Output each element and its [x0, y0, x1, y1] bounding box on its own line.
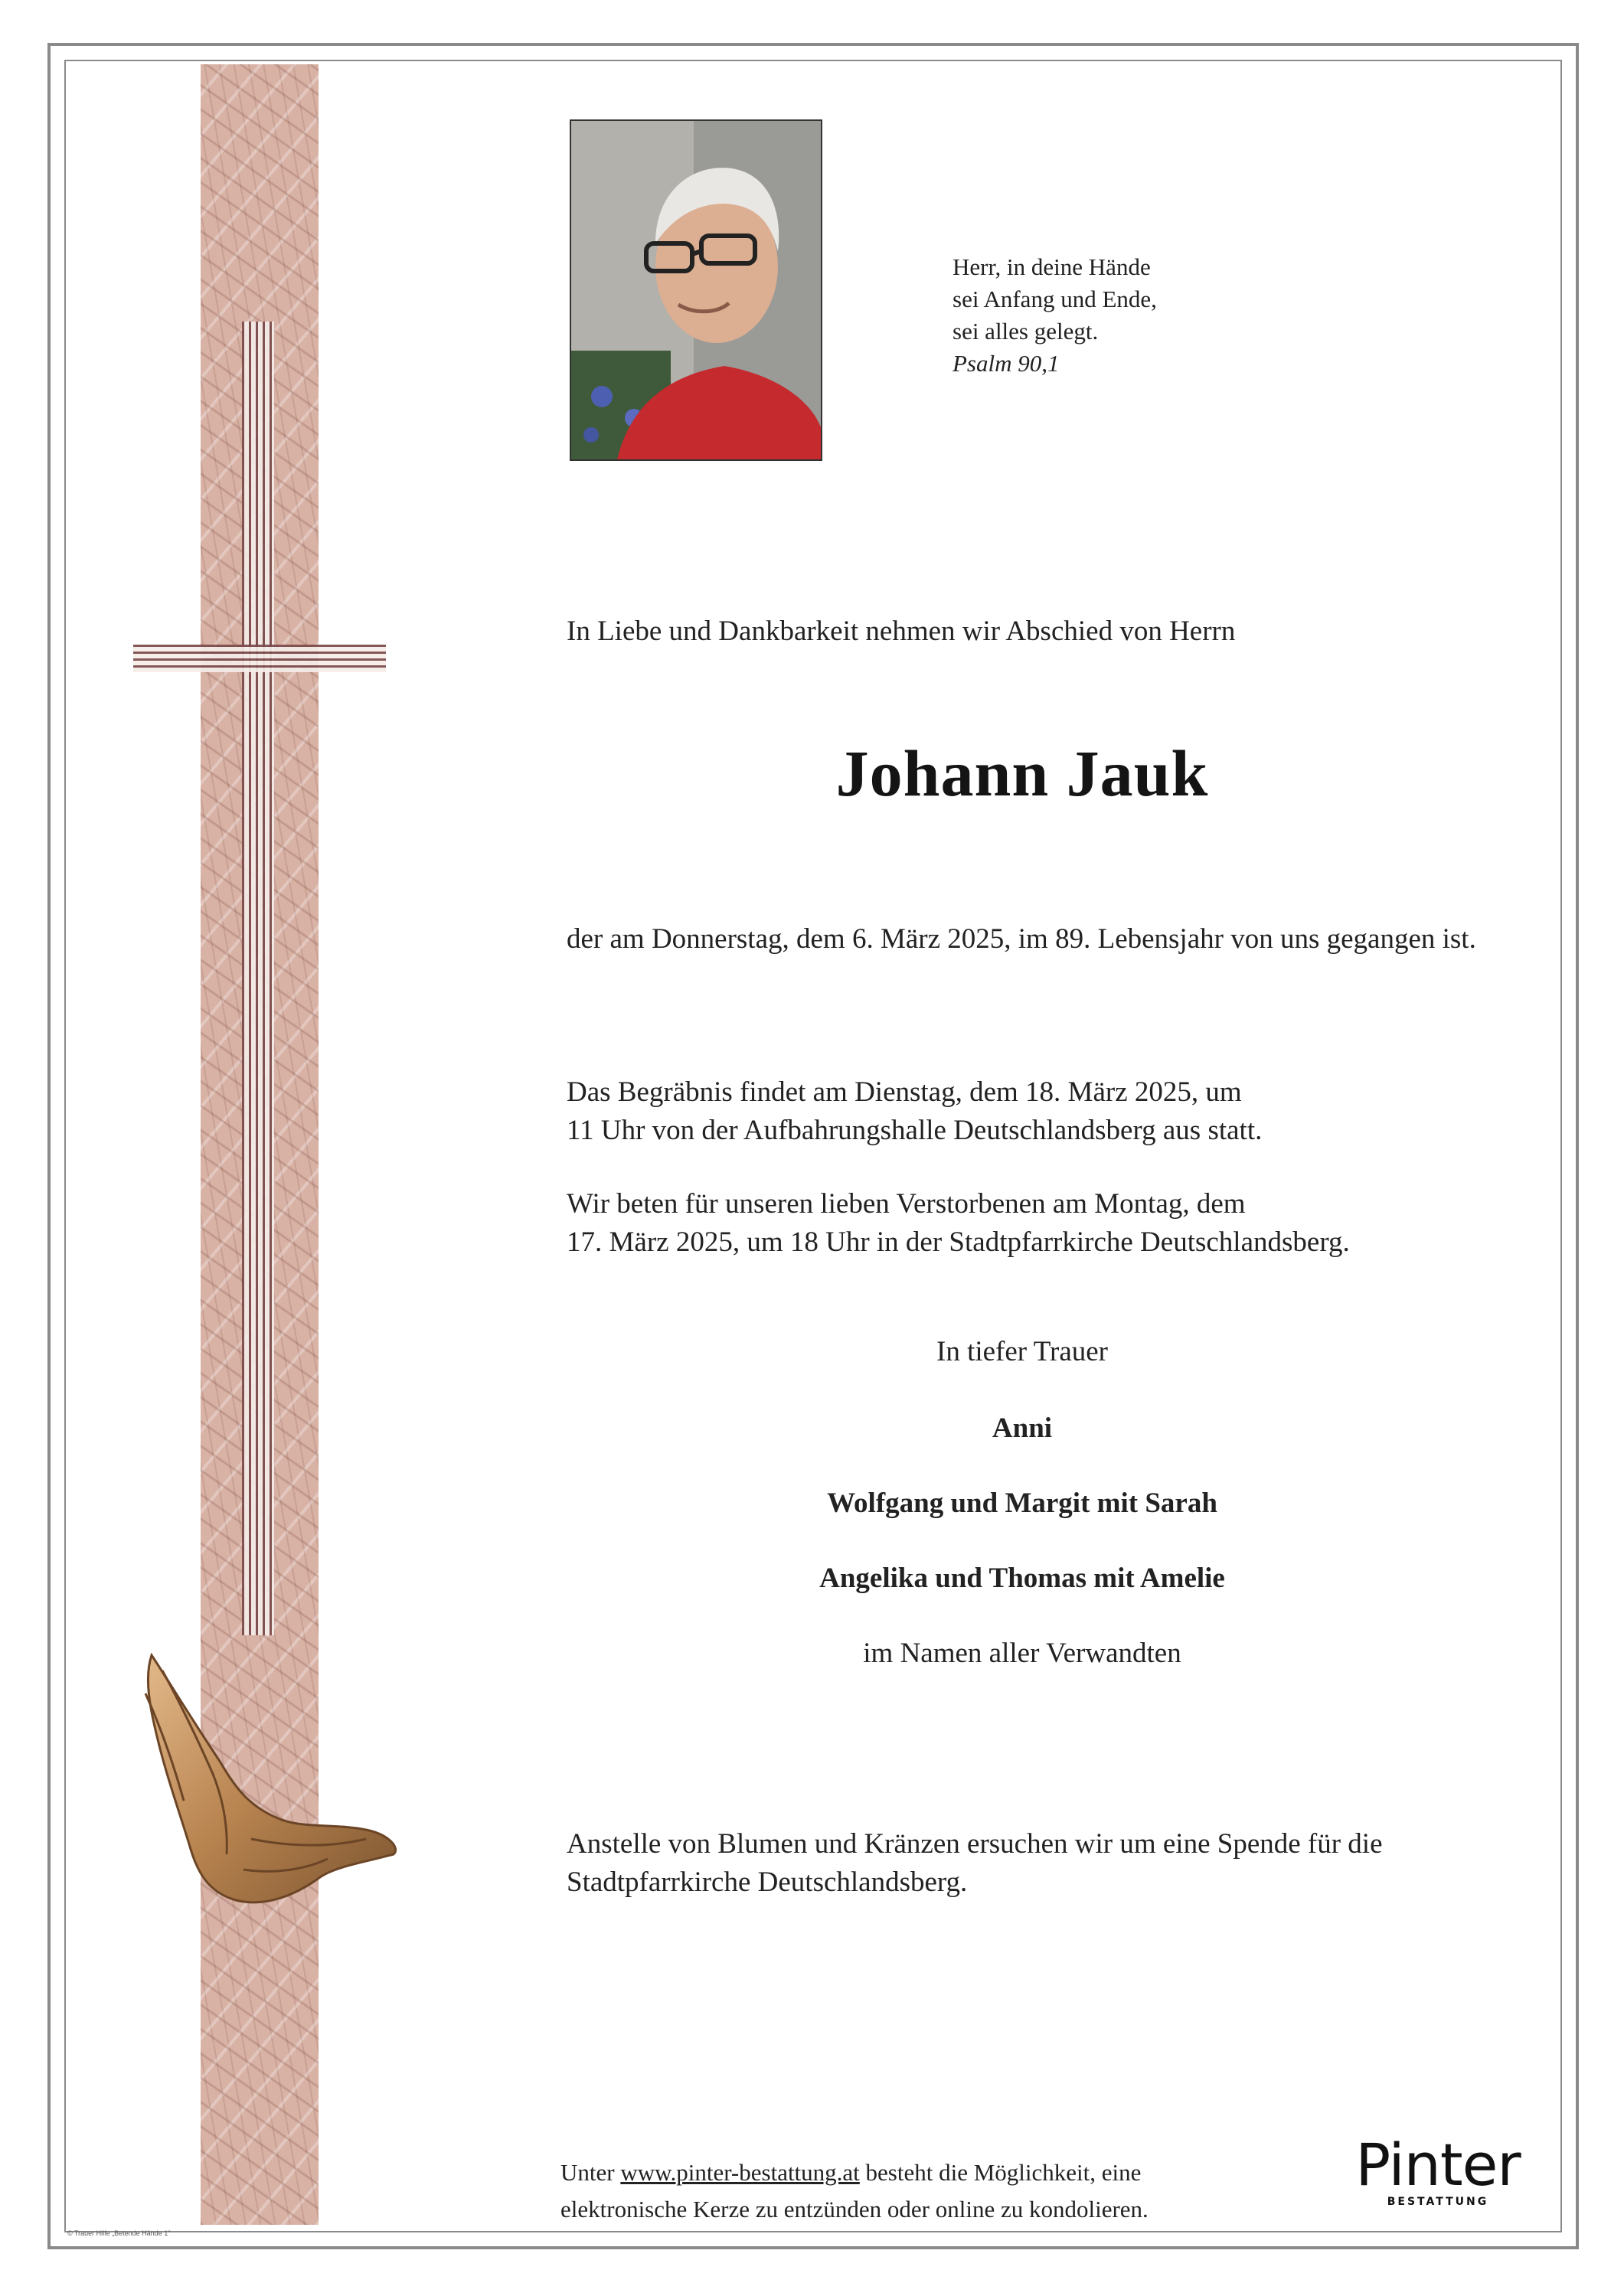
praying-hands-icon [136, 1648, 404, 1923]
cross-vertical-beam [242, 322, 274, 1635]
portrait-photo [570, 119, 822, 461]
mourner-name: Angelika und Thomas mit Amelie [819, 1563, 1225, 1594]
prayer-line: 17. März 2025, um 18 Uhr in der Stadtpfarrkirche Deutschlandsberg. [567, 1226, 1350, 1258]
mourner-name: Anni [992, 1413, 1053, 1444]
logo-brand: Pinter [1355, 2131, 1521, 2199]
prayer-line: Wir beten für unseren lieben Verstorbenen am Montag, dem [567, 1188, 1246, 1220]
psalm-quote [953, 251, 1157, 380]
mourning-closing: im Namen aller Verwandten [863, 1638, 1181, 1669]
donation-line: Anstelle von Blumen und Kränzen ersuchen wir um eine Spende für die [567, 1828, 1383, 1860]
footer-line: elektronische Kerze zu entzünden oder online zu kondolieren. [560, 2196, 1149, 2223]
funeral-info [567, 1073, 1262, 1150]
logo-subtitle: BESTATTUNG [1387, 2196, 1489, 2208]
cross-horizontal-beam [133, 645, 386, 672]
prayer-info [567, 1185, 1350, 1262]
mourning-heading: In tiefer Trauer [936, 1336, 1108, 1367]
footer-prefix: Unter [560, 2159, 621, 2186]
psalm-reference: Psalm 90,1 [953, 350, 1060, 377]
funeral-line: 11 Uhr von der Aufbahrungshalle Deutschlandsberg aus statt. [567, 1115, 1263, 1146]
mourner-name: Wolfgang und Margit mit Sarah [827, 1488, 1217, 1519]
death-notice: der am Donnerstag, dem 6. März 2025, im 89. Lebensjahr von uns gegangen ist. [567, 923, 1476, 955]
donation-line: Stadtpfarrkirche Deutschlandsberg. [567, 1867, 968, 1898]
donation-request [567, 1825, 1485, 1902]
footer-note [560, 2154, 1149, 2228]
deceased-name: Johann Jauk [835, 736, 1209, 810]
website-link[interactable]: www.pinter-bestattung.at [620, 2159, 860, 2186]
image-credit: © Trauer Hilfe „Betende Hände 1" [67, 2229, 171, 2237]
pinter-logo [1354, 2131, 1522, 2208]
psalm-line: sei alles gelegt. [953, 318, 1099, 345]
intro-text: In Liebe und Dankbarkeit nehmen wir Abschied von Herrn [567, 616, 1236, 647]
footer-suffix: besteht die Möglichkeit, eine [859, 2159, 1142, 2186]
funeral-line: Das Begräbnis findet am Dienstag, dem 18. März 2025, um [567, 1076, 1242, 1108]
psalm-line: sei Anfang und Ende, [953, 286, 1157, 312]
psalm-line: Herr, in deine Hände [953, 253, 1151, 280]
footer-line [560, 2154, 1149, 2191]
